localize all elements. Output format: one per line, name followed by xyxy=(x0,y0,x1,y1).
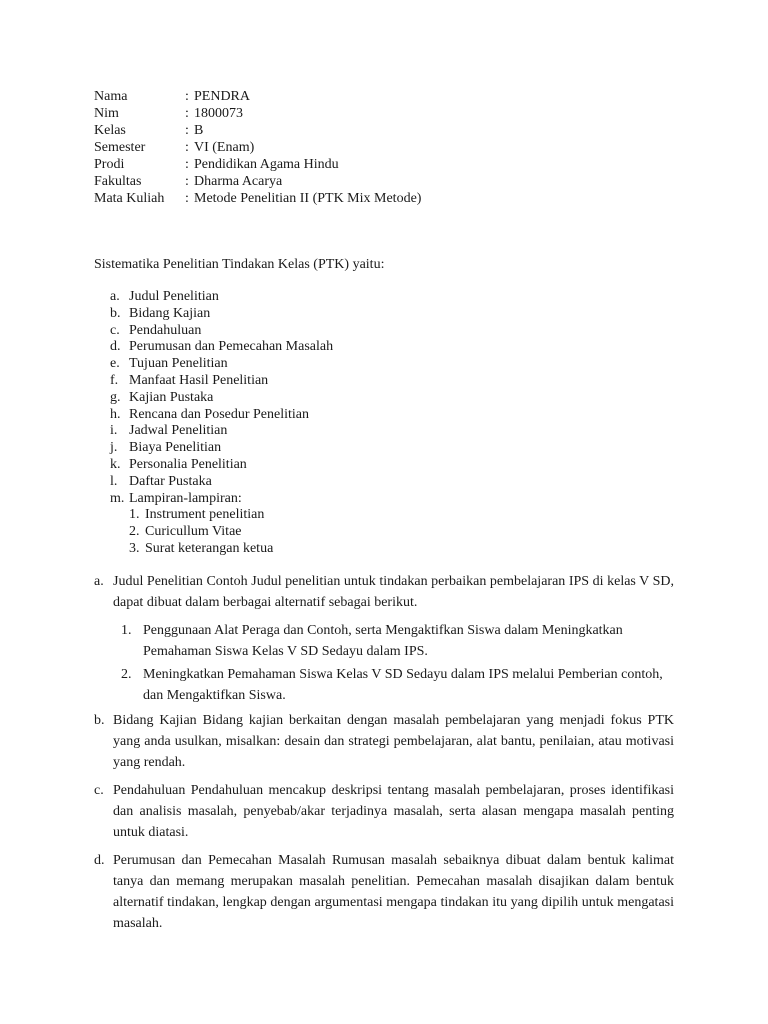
numbered-item xyxy=(121,620,674,662)
list-item xyxy=(110,322,333,339)
detail-marker: b. xyxy=(94,713,105,728)
detail-b xyxy=(94,710,674,773)
list-marker: a. xyxy=(110,289,120,304)
detail-marker: c. xyxy=(94,783,104,798)
list-item xyxy=(110,338,333,355)
identity-row-kelas xyxy=(94,122,421,139)
list-item xyxy=(110,439,333,456)
identity-value: B xyxy=(194,123,204,138)
list-item-text: Kajian Pustaka xyxy=(129,389,214,405)
identity-value: VI (Enam) xyxy=(194,140,255,155)
sublist-marker: 1. xyxy=(129,507,140,523)
identity-colon: : xyxy=(185,191,189,206)
detail-c-row xyxy=(94,780,674,843)
list-item-text: Rencana dan Posedur Penelitian xyxy=(129,406,310,422)
list-item-text: Pendahuluan xyxy=(129,322,202,338)
detail-marker: a. xyxy=(94,574,104,589)
numbered-text: Meningkatkan Pemahaman Siswa Kelas V SD Sedayu dalam IPS melalui Pemberian contoh, dan Mengaktifkan Siswa. xyxy=(143,667,663,703)
identity-colon: : xyxy=(185,106,189,121)
detail-d-row xyxy=(94,850,674,934)
identity-label: Fakultas xyxy=(94,174,142,189)
list-item-text: Bidang Kajian xyxy=(129,305,211,321)
numbered-item xyxy=(121,664,674,706)
sublist-item-text: Surat keterangan ketua xyxy=(145,540,274,556)
identity-label: Mata Kuliah xyxy=(94,191,165,206)
outline-list xyxy=(110,288,333,557)
list-item xyxy=(110,422,333,439)
list-item-text: Manfaat Hasil Penelitian xyxy=(129,372,269,388)
list-marker: m. xyxy=(110,490,125,506)
list-marker: j. xyxy=(110,440,118,456)
list-item-text: Tujuan Penelitian xyxy=(129,356,228,372)
detail-a-row xyxy=(94,571,674,613)
list-item xyxy=(110,355,333,372)
list-item xyxy=(110,305,333,322)
identity-label: Nim xyxy=(94,106,119,121)
identity-value: PENDRA xyxy=(194,89,251,104)
list-item xyxy=(110,456,333,473)
identity-row-fakultas xyxy=(94,173,421,190)
sublist-marker: 2. xyxy=(129,524,140,540)
identity-colon: : xyxy=(185,140,189,155)
list-item xyxy=(110,389,333,406)
identity-value: Metode Penelitian II (PTK Mix Metode) xyxy=(194,191,422,206)
list-item xyxy=(110,372,333,389)
sublist-item-text: Instrument penelitian xyxy=(145,507,265,523)
identity-block xyxy=(94,88,421,207)
list-marker: k. xyxy=(110,456,121,472)
detail-text: Pendahuluan Pendahuluan mencakup deskripsi tentang masalah pembelajaran, proses identifikasi dan analisis masalah, penyebab/akar terjadinya masalah, serta alasan mengapa masalah penting untuk diatasi. xyxy=(113,783,674,840)
list-item-text: Personalia Penelitian xyxy=(129,456,247,472)
list-marker: d. xyxy=(110,339,121,355)
identity-label: Semester xyxy=(94,140,146,155)
detail-marker: d. xyxy=(94,853,105,868)
list-item-text: Lampiran-lampiran: xyxy=(129,490,242,506)
list-item xyxy=(110,288,333,305)
identity-value: 1800073 xyxy=(194,106,243,121)
identity-colon: : xyxy=(185,123,189,138)
list-item xyxy=(110,406,333,423)
list-marker: l. xyxy=(110,473,118,489)
list-item xyxy=(110,490,333,507)
sublist-marker: 3. xyxy=(129,540,140,556)
list-marker: i. xyxy=(110,423,118,439)
sublist-item xyxy=(129,540,333,557)
list-item-text: Daftar Pustaka xyxy=(129,473,212,489)
list-marker: f. xyxy=(110,372,119,388)
identity-label: Prodi xyxy=(94,157,125,172)
identity-row-mata-kuliah xyxy=(94,190,421,207)
detail-a-numbered-list xyxy=(121,620,674,708)
list-item xyxy=(110,473,333,490)
detail-text: Perumusan dan Pemecahan Masalah Rumusan masalah sebaiknya dibuat dalam bentuk kalimat tanya dan memang merupakan masalah penelitian. Pemecahan masalah disajikan dalam bentuk alternatif tindakan, lengkap dengan argumentasi mengapa tindakan itu yang dipilih untuk mengatasi masalah. xyxy=(113,853,674,931)
intro-sentence: Sistematika Penelitian Tindakan Kelas (PTK) yaitu: xyxy=(94,257,385,272)
list-item-text: Judul Penelitian xyxy=(129,289,219,304)
identity-value: Pendidikan Agama Hindu xyxy=(194,157,339,172)
identity-colon: : xyxy=(185,89,189,104)
list-marker: e. xyxy=(110,356,120,372)
numbered-marker: 1. xyxy=(121,623,132,638)
detail-text: Bidang Kajian Bidang kajian berkaitan dengan masalah pembelajaran yang menjadi fokus PTK yang anda usulkan, misalkan: desain dan strategi pembelajaran, alat bantu, penilaian, atau motivasi yang rendah. xyxy=(113,713,674,770)
detail-text: Judul Penelitian Contoh Judul penelitian untuk tindakan perbaikan pembelajaran IPS di kelas V SD, dapat dibuat dalam berbagai alternatif sebagai berikut. xyxy=(113,574,674,610)
numbered-text: Penggunaan Alat Peraga dan Contoh, serta Mengaktifkan Siswa dalam Meningkatkan Pemahaman Siswa Kelas V SD Sedayu dalam IPS. xyxy=(143,623,623,659)
list-item-text: Biaya Penelitian xyxy=(129,440,222,456)
list-marker: g. xyxy=(110,389,121,405)
lampiran-sublist xyxy=(129,506,333,556)
identity-value: Dharma Acarya xyxy=(194,174,283,189)
identity-row-semester xyxy=(94,139,421,156)
identity-row-nim xyxy=(94,105,421,122)
numbered-marker: 2. xyxy=(121,667,132,682)
list-item-text: Perumusan dan Pemecahan Masalah xyxy=(129,339,334,355)
list-marker: c. xyxy=(110,322,120,338)
sublist-item xyxy=(129,523,333,540)
list-marker: h. xyxy=(110,406,121,422)
identity-colon: : xyxy=(185,157,189,172)
identity-row-prodi xyxy=(94,156,421,173)
detail-b-row xyxy=(94,710,674,773)
sublist-item-text: Curicullum Vitae xyxy=(145,524,242,540)
detail-c xyxy=(94,780,674,843)
list-marker: b. xyxy=(110,305,121,321)
sublist-item xyxy=(129,506,333,523)
identity-label: Nama xyxy=(94,89,128,104)
detail-d xyxy=(94,850,674,934)
detail-a xyxy=(94,571,674,613)
identity-row-nama xyxy=(94,88,421,105)
list-item-text: Jadwal Penelitian xyxy=(129,423,228,439)
identity-colon: : xyxy=(185,174,189,189)
identity-label: Kelas xyxy=(94,123,126,138)
